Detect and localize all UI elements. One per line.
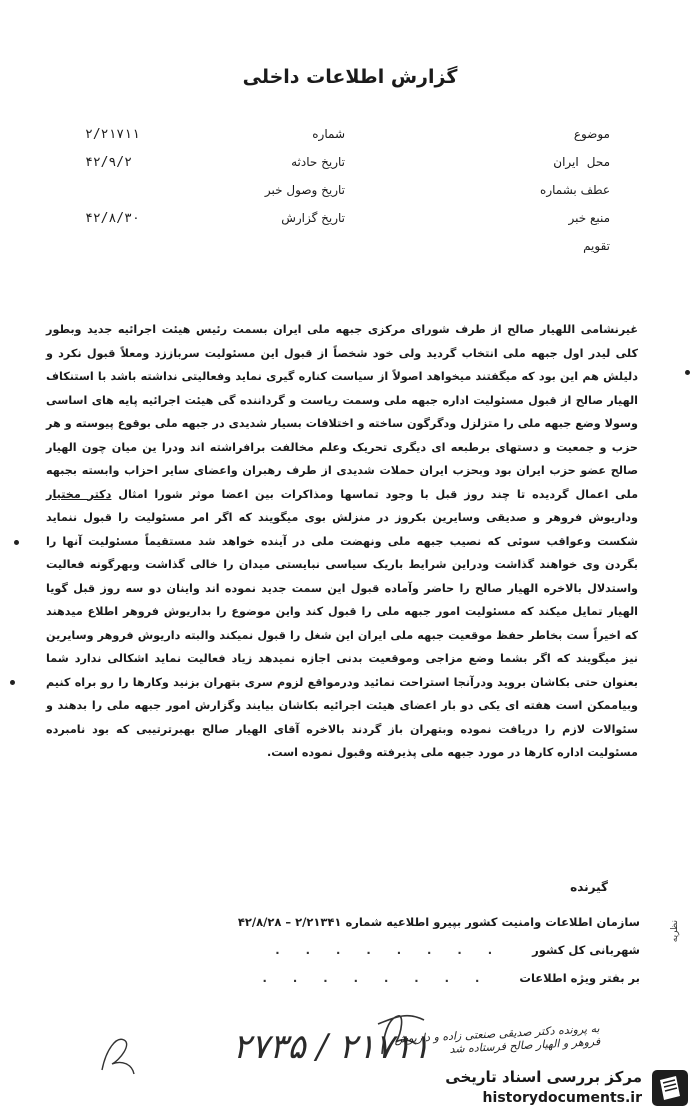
distribution-line: [48, 964, 640, 992]
meta-evaluation: [400, 232, 610, 260]
brand-url: historydocuments.ir: [482, 1090, 642, 1106]
dotted-fill: ........: [275, 943, 519, 957]
meta-label: تقویم: [583, 239, 610, 253]
distribution-text: شهربانی کل کشور: [532, 943, 640, 957]
meta-label: شماره: [312, 127, 345, 141]
meta-source: [400, 204, 610, 232]
watermark-brand: [392, 1064, 692, 1112]
body-paragraph: [46, 318, 638, 765]
meta-fields-left: [75, 120, 345, 232]
meta-label: عطف بشماره: [540, 183, 610, 197]
dotted-fill: ........: [262, 971, 506, 985]
body-text-1: غیرنشامی اللهیار صالح از طرف شورای مرکزی جبهه ملی ایران بسمت رئیس هیئت اجرائیه جدید وبطور کلی لیدر اول جبهه ملی انتخاب گردید ولی خود شخصاً از قبول این مسئولیت سرباززد ومعلاً قبول نکرد و دلیلش هم این بود که میگفتند میخواهد اصولاً از سیاست کناره گیری نماید وفعالیتی نداشته باشد با استنکاف الهیار صالح از قبول مسئولیت اداره جبهه ملی وسمت ریاست و گرداننده گی هیئت اجرائیه پایه های اساسی وسولا وضع جبهه ملی را متزلزل ودگرگون ساخته و اختلافات بسیار شدیدی در جبهه ملی بوقوع پیوسته و هر حزب و جمعیت و دستهای برطبعه ای دیگری تحریک وعلم مخالفت برافراشته اند ودرا ین میان چون الهیار صالح عضو حزب ایران بود وبحزب ایران حملات شدیدی از طرف رهبران واعضای سایر احزاب وابسته بجبهه ملی اعمال گردیده تا چند روز قبل با وجود تماسها ومذاکرات بین اعضا موثر شورا امثال: [46, 323, 638, 501]
distribution-line: [48, 908, 640, 936]
meta-received-date: [75, 176, 345, 204]
meta-incident-date: [75, 148, 345, 176]
body-text-2: وداریوش فروهر و صدیقی وسایرین بکروز در منزلش بوی میگویند که اگر امر مسئولیت را قبول ننماید شکست وعواقب سوئی که نصیب جبهه ملی ونهضت ملی در آینده خواهد شد مستقیماً مسئولیت آنها را بگردن وی خواهند گذاشت ودراین شرایط باریک سیاسی نبایستی میدان را خالی گذاشت وبهرگونه فعالیت واستدلال بالاخره الهیار صالح را حاضر وآماده قبول این سمت جدید نموده اند واینان دو سه روز قبل گویا الهیار تمایل میکند که مسئولیت امور جبهه ملی را قبول کند واین موضوع را بداریوش فروهر اطلاع میدهند که اخیراً ست بخاطر حفظ موقعیت جبهه ملی ایران این شغل را قبول نمیکند والبته داریوش فروهر وسایرین نیز میگویند که اگر بشما وضع مزاجی وموقعیت بدنی اجازه نمیدهد زیاد فعالیت نماید اشکالی ندارد شما بعنوان حتی بکاشان بروید ودرآنجا استراحت نمائید ودرمواقع لزوم سری بتهران بزنید وکارها را رو براه کنیم وبیاممکن است هفته ای یکی دو بار اعضای هیئت اجرائیه بکاشان بیایند وگزارش امور جبهه ملی را بدهند و سئوالات لازم را دریافت نموده وبتهران باز گردند بالاخره آقای الهیار صالح بهبرترتیبی که بود نامبرده مسئولیت اداره کارها در مورد جبهه ملی پذیرفته وقبول نموده است.: [46, 511, 638, 759]
distribution-text: بر بفتر ویژه اطلاعات: [519, 971, 640, 985]
meta-value: ۴۲/۸/۳۰: [85, 210, 140, 226]
margin-label: نظریه: [670, 920, 680, 943]
meta-label: تاریخ وصول خبر: [264, 183, 345, 197]
margin-dot: [10, 680, 15, 685]
underlined-name: دکتر مختیار: [46, 487, 112, 501]
margin-dot: [685, 370, 690, 375]
meta-label: موضوع: [573, 127, 610, 141]
meta-label: تاریخ گزارش: [281, 211, 345, 225]
meta-location: [400, 148, 610, 176]
margin-dot: [14, 540, 19, 545]
brand-name: مرکز بررسی اسناد تاریخی: [445, 1068, 642, 1086]
handwritten-note: به پرونده دکتر صدیقی صنعتی زاده و داریوش فروهر و الهیار صالح فرستاده شد: [394, 1021, 601, 1056]
handwritten-number-text: ۲۱۷۱۱ / ۲۷۳۵: [232, 1027, 430, 1067]
meta-value: ۲/۲۱۷۱۱: [85, 126, 140, 142]
distribution-text: سازمان اطلاعات وامنیت کشور بپیرو اطلاعیه شماره ۲/۲۱۳۴۱ – ۴۲/۸/۲۸: [237, 915, 640, 929]
recipient-heading: گیرنده: [570, 880, 608, 894]
meta-value: ۴۲/۹/۲: [85, 154, 132, 170]
archive-logo-icon: [650, 1068, 690, 1108]
meta-label: تاریخ حادثه: [291, 155, 345, 169]
report-body: [46, 318, 638, 765]
handwritten-scribble: [98, 1030, 138, 1080]
meta-reference: [400, 176, 610, 204]
meta-value: ایران: [553, 155, 579, 169]
distribution-list: [48, 908, 640, 992]
meta-number: [75, 120, 345, 148]
meta-label: محل: [586, 155, 610, 169]
meta-subject: [400, 120, 610, 148]
meta-label: منبع خبر: [568, 211, 610, 225]
distribution-line: [48, 936, 640, 964]
meta-fields-right: [400, 120, 610, 260]
meta-report-date: [75, 204, 345, 232]
report-title: گزارش اطلاعات داخلی: [242, 66, 458, 88]
